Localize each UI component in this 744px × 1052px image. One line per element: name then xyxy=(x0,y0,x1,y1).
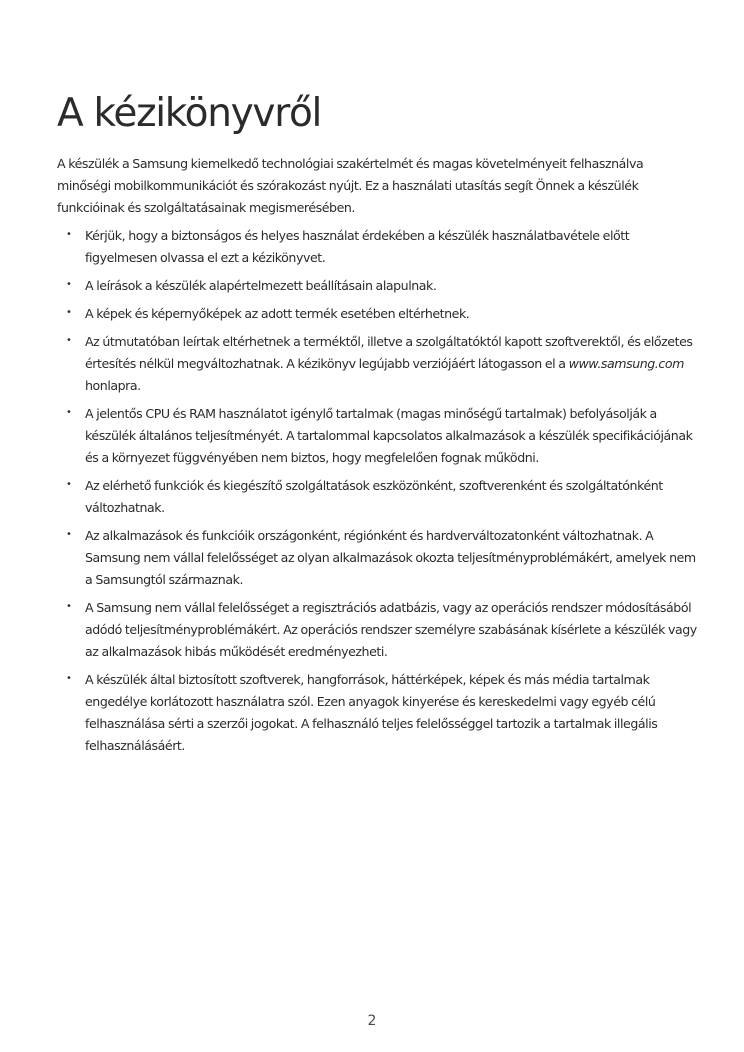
intro-paragraph: A készülék a Samsung kiemelkedő technológiai szakértelmét és magas követelményeit felhasználva minőségi mobilkommunikációt és szórakozást nyújt. Ez a használati utasítás segít Önnek a készülék funkcióinak és szolgáltatásainak megismerésében. xyxy=(57,156,644,215)
list-item-text: A leírások a készülék alapértelmezett beállításain alapulnak. xyxy=(85,278,437,293)
list-item-text-after-link: honlapra. xyxy=(85,378,141,393)
page-number: 2 xyxy=(367,1013,377,1029)
list-item xyxy=(57,275,697,297)
list-item-text-before-link: Az útmutatóban leírtak eltérhetnek a terméktől, illetve a szolgáltatóktól kapott szoftverektől, és előzetes értesítés nélkül megváltozhatnak. A kézikönyv legújabb verziójáért látogasson el a xyxy=(85,334,693,371)
list-item-text: Az alkalmazások és funkcióik országonként, régiónként és hardverváltozatonként változhatnak. A Samsung nem vállal felelősséget az olyan alkalmazások okozta teljesítményproblémákért, amelyek nem a Samsungtól származnak. xyxy=(85,528,696,587)
bullet-icon: • xyxy=(66,407,72,418)
bullet-icon: • xyxy=(66,279,72,290)
bullet-icon: • xyxy=(66,335,72,346)
samsung-website-link[interactable]: www.samsung.com xyxy=(568,356,684,371)
list-item xyxy=(57,525,697,591)
list-item xyxy=(57,303,697,325)
list-item-text: A Samsung nem vállal felelősséget a regisztrációs adatbázis, vagy az operációs rendszer módosításából adódó teljesítményproblémákért. Az operációs rendszer személyre szabásának kísérlete a készülék vagy az alkalmazások hibás működését eredményezheti. xyxy=(85,600,697,659)
list-item-text: A készülék által biztosított szoftverek, hangforrások, háttérképek, képek és más média tartalmak engedélye korlátozott használatra szól. Ezen anyagok kinyerése és kereskedelmi vagy egyéb célú felhasználása sérti a szerzői jogokat. A felhasználó teljes felelősséggel tartozik a tartalmak illegális felhasználásáért. xyxy=(85,672,658,753)
bullet-icon: • xyxy=(66,307,72,318)
list-item-text: Kérjük, hogy a biztonságos és helyes használat érdekében a készülék használatbavétele előtt figyelmesen olvassa el ezt a kézikönyvet. xyxy=(85,228,630,265)
list-item xyxy=(57,403,697,469)
list-item xyxy=(57,475,697,519)
list-item-text xyxy=(85,334,693,393)
list-item-text: A jelentős CPU és RAM használatot igénylő tartalmak (magas minőségű tartalmak) befolyásolják a készülék általános teljesítményét. A tartalommal kapcsolatos alkalmazások a készülék specifikációjának és a környezet függvényében nem biztos, hogy megfelelően fognak működni. xyxy=(85,406,693,465)
page-title: A kézikönyvről xyxy=(57,91,322,136)
bullet-icon: • xyxy=(66,601,72,612)
list-item xyxy=(57,225,697,269)
bullet-icon: • xyxy=(66,529,72,540)
bullet-icon: • xyxy=(66,229,72,240)
list-item-text: Az elérhető funkciók és kiegészítő szolgáltatások eszközönként, szoftverenként és szolgáltatónként változhatnak. xyxy=(85,478,663,515)
bullet-icon: • xyxy=(66,673,72,684)
list-item-text: A képek és képernyőképek az adott termék esetében eltérhetnek. xyxy=(85,306,470,321)
bullet-icon: • xyxy=(66,479,72,490)
list-item xyxy=(57,669,697,757)
list-item xyxy=(57,597,697,663)
notes-list xyxy=(57,225,697,763)
list-item xyxy=(57,331,697,397)
